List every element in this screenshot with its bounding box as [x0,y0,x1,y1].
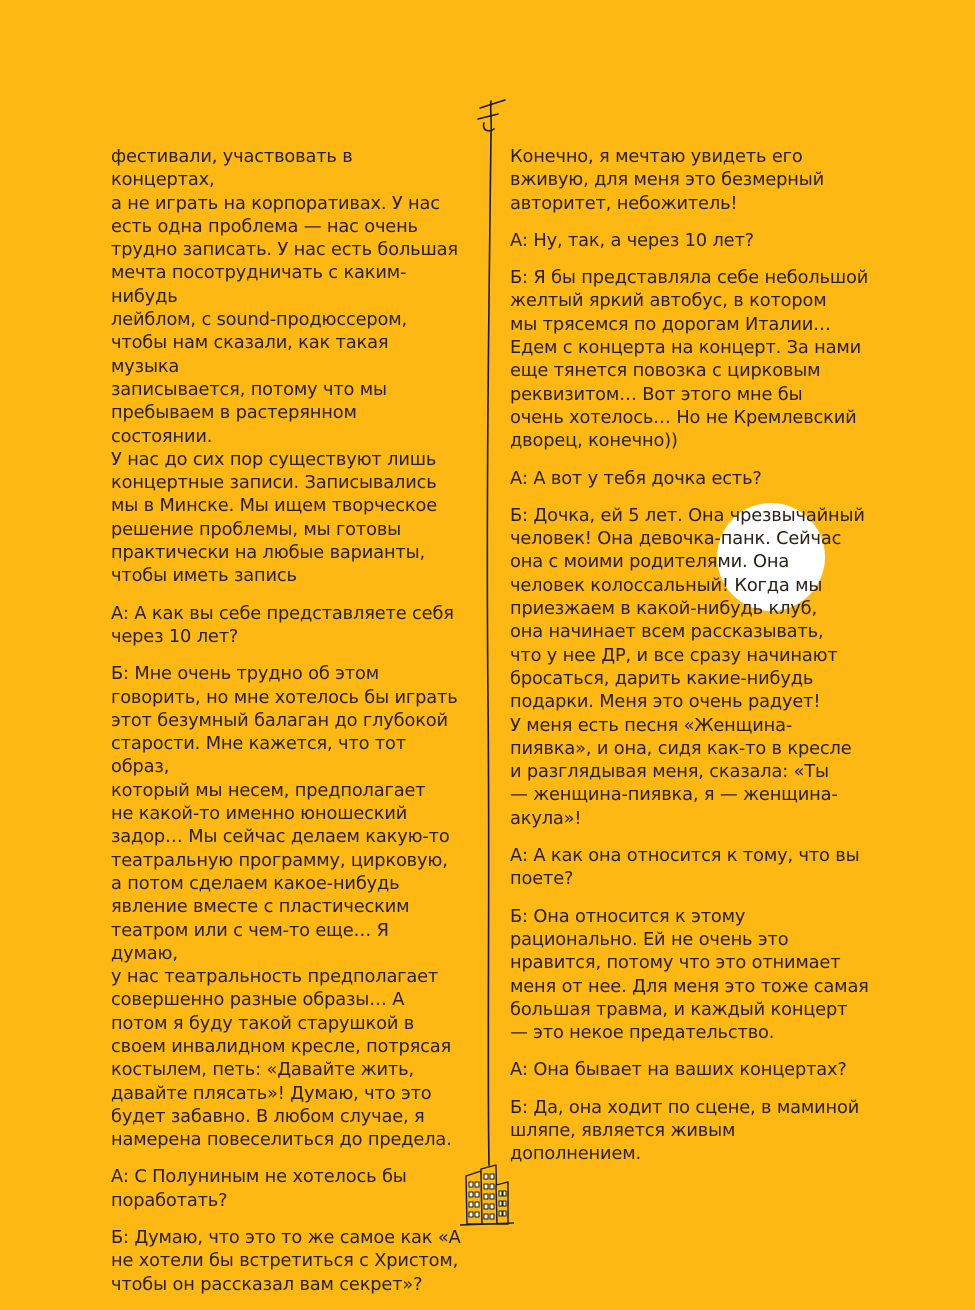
paragraph: Б: Я бы представляла себе небольшой желтый яркий автобус, в котором мы трясемся по дорогам Италии… Едем с концерта на концерт. За нами еще тянется повозка с цирковым реквизитом… Вот этого мне бы очень хотелось… Но не Кремлевский дворец, конечно)) [510,267,869,452]
tree-doodle-icon [478,100,505,1165]
question: А: Она бывает на ваших концертах? [510,1059,847,1081]
paragraph: фестивали, участвовать в концертах, а не играть на корпоративах. У нас есть одна проблема — нас очень трудно записать. У нас есть большая мечта посотрудничать с каким-нибудь лейблом, с sound-продюссером, чтобы нам сказали, как такая музыка записывается, потому что мы пребываем в растерянном состоянии. У нас до сих пор существуют лишь концертные записи. Записывались мы в Минске. Мы ищем творческое решение проблемы, мы готовы практически на любые варианты, чтобы иметь запись [111,146,458,587]
right-column [510,145,870,1180]
question: А: Ну, так, а через 10 лет? [510,229,754,251]
question: А: А вот у тебя дочка есть? [510,467,762,489]
left-column [111,145,461,1310]
question: А: А как она относится к тому, что вы поете? [510,845,860,890]
paragraph: Б: Думаю, что это то же самое как «А не хотели бы встретиться с Христом, чтобы он рассказал вам секрет»? [111,1227,461,1295]
paragraph: Б: Да, она ходит по сцене, в маминой шляпе, является живым дополнением. [510,1096,860,1165]
paragraph: Б: Мне очень трудно об этом говорить, но мне хотелось бы играть этот безумный балаган до глубокой старости. Мне кажется, что тот образ, который мы несем, предполагает не какой-то именно юношеский задор… Мы сейчас делаем какую-то театральную программу, цирковую, а потом сделаем какое-нибудь явление вместе с пластическим театром или с чем-то еще… Я думаю, у нас театральность предполагает совершенно разные образы… А потом я буду такой старушкой в своем инвалидном кресле, потрясая костылем, петь: «Давайте жить, давайте плясать»! Думаю, что это будет забавно. В любом случае, я намерена повеселиться до предела. [111,663,458,1151]
question: А: С Полуниным не хотелось бы поработать? [111,1166,407,1211]
paragraph: Б: Дочка, ей 5 лет. Она чрезвычайный человек! Она девочка-панк. Сейчас она с моими родителями. Она человек колоссальный! Когда мы приезжаем в какой-нибудь клуб, она начинает всем рассказывать, что у нее ДР, и все сразу начинают бросаться, дарить какие-нибудь подарки. Меня это очень радует! У меня есть песня «Женщина- пиявка», и она, сидя как-то в кресле и разглядывая меня, сказала: «Ты — женщина-пиявка, я — женщина- акула»! [510,504,865,829]
paragraph: Конечно, я мечтаю увидеть его вживую, для меня это безмерный авторитет, небожитель! [510,146,825,214]
buildings-doodle-icon [460,1165,514,1225]
question: А: А как вы себе представляете себя через 10 лет? [111,602,454,647]
paragraph: Б: Она относится к этому рационально. Ей не очень это нравится, потому что это отнимает меня от нее. Для меня это тоже самая большая травма, и каждый концерт — это некое предательство. [510,905,869,1044]
